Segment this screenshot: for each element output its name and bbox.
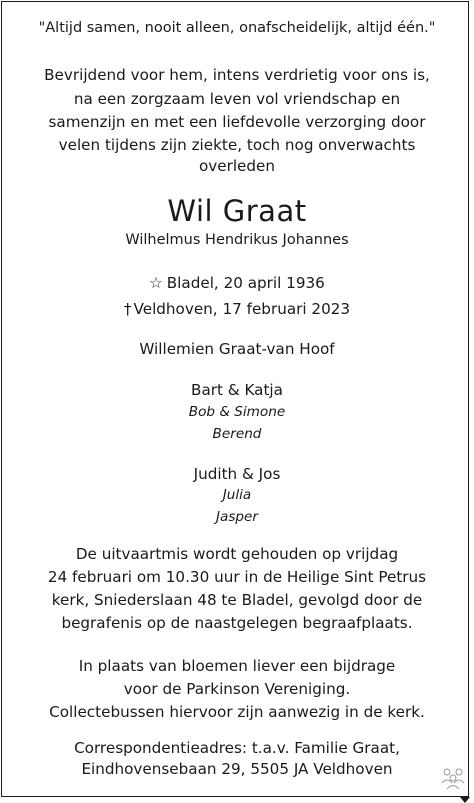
- family-couple-2: Judith & Jos: [193, 465, 281, 483]
- deceased-full-names: Wilhelmus Hendrikus Johannes: [125, 232, 349, 248]
- correspondence-line-2: Eindhovensebaan 29, 5505 JA Veldhoven: [81, 760, 393, 778]
- spouse-name: Willemien Graat-van Hoof: [139, 340, 335, 358]
- family-child-1-1: Bob & Simone: [188, 404, 286, 420]
- family-child-2-2: Jasper: [215, 509, 258, 525]
- donation-line-3: Collectebussen hiervoor zijn aanwezig in de kerk.: [49, 703, 425, 721]
- intro-line-3: samenzijn en met een liefdevolle verzorging door: [48, 113, 426, 131]
- birth-line: [0, 274, 474, 293]
- service-line-2: 24 februari om 10.30 uur in de Heilige Sint Petrus: [47, 568, 427, 586]
- birth-details: Bladel, 20 april 1936: [166, 274, 325, 292]
- service-line-4: begrafenis op de naastgelegen begraafplaats.: [61, 614, 413, 632]
- death-line: [0, 300, 474, 319]
- family-couple-1: Bart & Katja: [191, 381, 283, 399]
- donation-line-2: voor de Parkinson Vereniging.: [123, 680, 351, 698]
- death-details: Veldhoven, 17 februari 2023: [133, 300, 351, 318]
- opening-quote: "Altijd samen, nooit alleen, onafscheidelijk, altijd één.": [38, 20, 436, 36]
- family-child-2-1: Julia: [222, 487, 252, 503]
- family-child-1-2: Berend: [212, 426, 262, 442]
- intro-line-1: Bevrijdend voor hem, intens verdrietig voor ons is,: [44, 66, 430, 84]
- service-line-3: kerk, Sniederslaan 48 te Bladel, gevolgd door de: [51, 591, 423, 609]
- intro-line-2: na een zorgzaam leven vol vriendschap en: [73, 90, 401, 108]
- deceased-name: Wil Graat: [167, 194, 307, 228]
- star-icon: ☆: [149, 274, 163, 292]
- correspondence-line-1: Correspondentieadres: t.a.v. Familie Graat,: [74, 739, 400, 757]
- intro-line-4: velen tijdens zijn ziekte, toch nog onverwachts: [58, 136, 416, 154]
- donation-line-1: In plaats van bloemen liever een bijdrage: [78, 657, 396, 675]
- cross-icon: †: [123, 300, 132, 318]
- people-group-icon: [439, 763, 467, 791]
- service-line-1: De uitvaartmis wordt gehouden op vrijdag: [75, 545, 399, 563]
- scroll-down-arrow-icon[interactable]: [460, 797, 470, 803]
- intro-line-5: overleden: [198, 157, 276, 175]
